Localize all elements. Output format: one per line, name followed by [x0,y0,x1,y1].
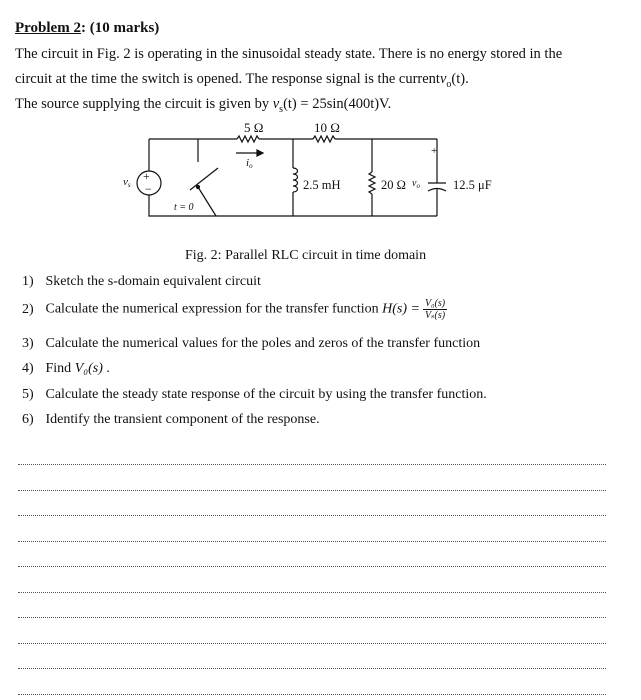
question-3: 3) Calculate the numerical values for the poles and zeros of the transfer function [22,336,481,351]
answer-line[interactable] [18,617,606,618]
answer-line[interactable] [18,515,606,516]
switch-icon [190,168,218,190]
resistor-10-ohm-icon [313,136,335,142]
statement-line-3: The source supplying the circuit is given by $v_s(t) = 25\sin(400t)V$. [15,96,392,115]
source-minus: − [145,182,152,196]
circuit-diagram [0,0,641,250]
question-6: 6) Identify the transient component of the response. [22,412,320,427]
current-arrow-icon [257,150,263,156]
r3-label: 20 Ω [381,178,406,192]
figure-caption: Fig. 2: Parallel RLC circuit in time domain [185,248,427,263]
answer-line[interactable] [18,566,606,567]
problem-title: Problem 2: (10 marks) [15,20,160,36]
question-4: 4) Find V₀(s) . [22,361,110,376]
vo-plus: + [431,145,438,157]
question-2: 2) Calculate the numerical expression for the transfer function H(s) = $\frac{\text{V₀(s)}}{\text{Vₛ(s)}}$ [22,298,446,321]
switch-label: t = 0 [174,202,194,213]
answer-line[interactable] [18,694,606,695]
r1-label: 5 Ω [244,120,264,135]
current-label: io [246,157,253,170]
statement-line-1: The circuit in Fig. 2 is operating in the sinusoidal steady state. There is no energy stored in the [15,46,563,62]
source-label: vs [123,176,131,189]
answer-line[interactable] [18,541,606,542]
r2-label: 10 Ω [314,120,340,135]
statement-line-2: circuit at the time the switch is opened. The response signal is the currentv$_o$(t). [15,71,469,90]
cap-label: 12.5 μF [453,178,492,192]
inductor-icon [293,168,298,192]
answer-line[interactable] [18,464,606,465]
answer-line[interactable] [18,490,606,491]
answer-line[interactable] [18,668,606,669]
source-plus: + [143,169,150,183]
transfer-fraction: $\frac{\text{V₀(s)}}{\text{Vₛ(s)}}$ [425,298,446,321]
question-1: 1) Sketch the s-domain equivalent circuit [22,274,261,289]
question-5: 5) Calculate the steady state response of the circuit by using the transfer function. [22,387,487,402]
answer-line[interactable] [18,643,606,644]
resistor-5-ohm-icon [237,136,259,142]
inductor-label: 2.5 mH [303,178,341,192]
resistor-20-ohm-icon [369,172,375,194]
vo-label: $v_o$ [412,178,420,190]
answer-line[interactable] [18,592,606,593]
